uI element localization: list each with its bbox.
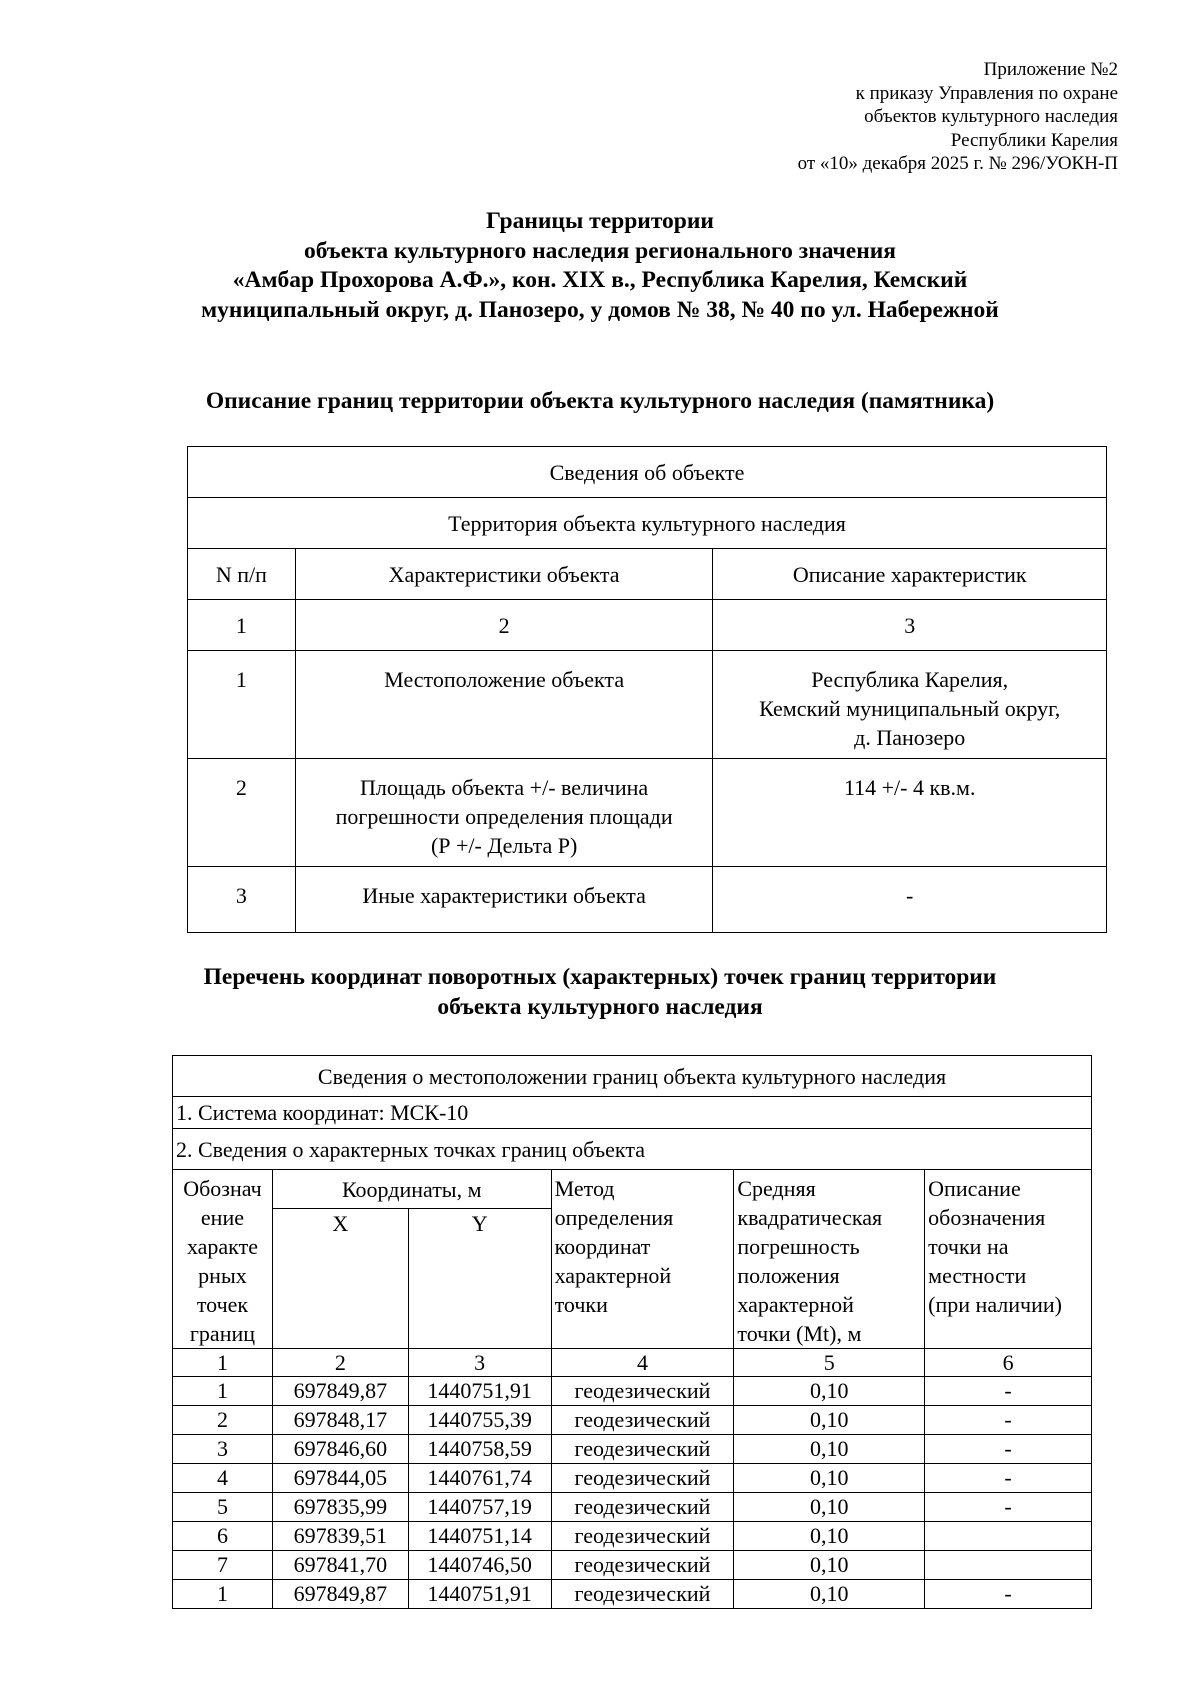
table-row <box>188 651 1107 759</box>
point-method: геодезический <box>551 1377 734 1406</box>
point-x: 697835,99 <box>272 1493 408 1522</box>
text-line: координат <box>554 1234 651 1259</box>
point-mt: 0,10 <box>734 1580 925 1609</box>
point-x: 697841,70 <box>272 1551 408 1580</box>
text-line: погрешность <box>737 1234 860 1259</box>
section1-heading: Описание границ территории объекта культурного наследия (памятника) <box>205 388 995 414</box>
point-method: геодезический <box>551 1435 734 1464</box>
text-line: точки <box>554 1292 608 1317</box>
point-method: геодезический <box>551 1580 734 1609</box>
text-line: д. Панозеро <box>854 725 966 750</box>
coord-system: 1. Система координат: МСК-10 <box>173 1097 1092 1129</box>
text-line: обозначения <box>928 1205 1046 1230</box>
table1-col-number: 1 <box>188 600 296 651</box>
text-line: погрешности определения площади <box>335 804 673 829</box>
text-line: Метод <box>554 1176 615 1201</box>
text-line: Местоположение объекта <box>384 667 625 692</box>
title-line: объекта культурного наследия регионального значения <box>303 237 897 264</box>
row-description <box>713 759 1107 867</box>
point-desc: - <box>925 1464 1092 1493</box>
text-line: - <box>906 883 914 908</box>
point-y: 1440746,50 <box>408 1551 551 1580</box>
text-line: положения <box>737 1263 840 1288</box>
row-number: 2 <box>188 759 296 867</box>
point-mt: 0,10 <box>734 1522 925 1551</box>
row-number: 1 <box>188 651 296 759</box>
point-method: геодезический <box>551 1406 734 1435</box>
point-x: 697839,51 <box>272 1522 408 1551</box>
point-method: геодезический <box>551 1464 734 1493</box>
point-mt: 0,10 <box>734 1551 925 1580</box>
row-description <box>713 651 1107 759</box>
point-id: 5 <box>173 1493 273 1522</box>
document-title <box>0 207 1200 325</box>
row-number: 3 <box>188 867 296 933</box>
header-x: X <box>272 1209 408 1349</box>
table-row <box>188 867 1107 933</box>
text-line: рных <box>198 1263 247 1288</box>
text-line: характе <box>186 1234 258 1259</box>
row-characteristic <box>295 759 713 867</box>
row-characteristic <box>295 651 713 759</box>
appendix-line: к приказу Управления по охране <box>855 82 1118 104</box>
table-row <box>173 1406 1092 1435</box>
point-x: 697846,60 <box>272 1435 408 1464</box>
title-line: Границы территории <box>486 208 714 234</box>
point-y: 1440757,19 <box>408 1493 551 1522</box>
text-line: Описание <box>928 1176 1021 1201</box>
appendix-block <box>798 58 1118 176</box>
point-mt: 0,10 <box>734 1377 925 1406</box>
text-line: точки (Mt), м <box>737 1321 862 1346</box>
text-line: квадратическая <box>737 1205 883 1230</box>
table-row <box>173 1580 1092 1609</box>
point-y: 1440751,91 <box>408 1580 551 1609</box>
point-id: 2 <box>173 1406 273 1435</box>
point-x: 697848,17 <box>272 1406 408 1435</box>
table1-col-number: 2 <box>295 600 713 651</box>
point-desc: - <box>925 1493 1092 1522</box>
title-line: «Амбар Прохорова А.Ф.», кон. XIX в., Республика Карелия, Кемский <box>232 267 968 293</box>
text-line: точки на <box>928 1234 1009 1259</box>
point-x: 697844,05 <box>272 1464 408 1493</box>
point-method: геодезический <box>551 1551 734 1580</box>
point-id: 6 <box>173 1522 273 1551</box>
point-mt: 0,10 <box>734 1406 925 1435</box>
table2-col-number: 5 <box>734 1349 925 1377</box>
point-mt: 0,10 <box>734 1435 925 1464</box>
table1-header-number: N п/п <box>188 549 296 600</box>
table-row <box>188 759 1107 867</box>
text-line: характерной <box>554 1263 672 1288</box>
table1-header-description: Описание характеристик <box>713 549 1107 600</box>
table2-col-number: 3 <box>408 1349 551 1377</box>
appendix-line: от «10» декабря 2025 г. № 296/УОКН-П <box>797 153 1118 174</box>
header-point-description <box>925 1170 1092 1349</box>
table-row <box>173 1551 1092 1580</box>
table2-caption: Сведения о местоположении границ объекта культурного наследия <box>173 1056 1092 1097</box>
header-coordinates: Координаты, м <box>272 1170 551 1209</box>
point-x: 697849,87 <box>272 1580 408 1609</box>
heading-line: Перечень координат поворотных (характерных) точек границ территории <box>203 964 997 990</box>
text-line: Площадь объекта +/- величина <box>360 775 649 800</box>
point-id: 7 <box>173 1551 273 1580</box>
table1-col-number: 3 <box>713 600 1107 651</box>
points-caption: 2. Сведения о характерных точках границ объекта <box>173 1129 1092 1170</box>
point-id: 1 <box>173 1580 273 1609</box>
point-id: 3 <box>173 1435 273 1464</box>
table-row <box>173 1435 1092 1464</box>
table2-col-number: 6 <box>925 1349 1092 1377</box>
point-y: 1440761,74 <box>408 1464 551 1493</box>
table-row <box>173 1522 1092 1551</box>
text-line: Иные характеристики объекта <box>362 883 646 908</box>
point-mt: 0,10 <box>734 1464 925 1493</box>
text-line: Республика Карелия, <box>811 667 1009 692</box>
point-desc: - <box>925 1377 1092 1406</box>
text-line: ение <box>200 1205 244 1230</box>
table-row <box>173 1464 1092 1493</box>
point-method: геодезический <box>551 1522 734 1551</box>
point-method: геодезический <box>551 1493 734 1522</box>
header-method <box>551 1170 734 1349</box>
table2-col-number: 4 <box>551 1349 734 1377</box>
text-line: Обознач <box>183 1176 262 1201</box>
object-description-table <box>187 446 1107 933</box>
table1-header-characteristics: Характеристики объекта <box>295 549 713 600</box>
header-designation <box>173 1170 273 1349</box>
point-desc <box>925 1551 1092 1580</box>
text-line: местности <box>928 1263 1027 1288</box>
point-y: 1440751,91 <box>408 1377 551 1406</box>
point-y: 1440751,14 <box>408 1522 551 1551</box>
table-row <box>173 1377 1092 1406</box>
appendix-line: объектов культурного наследия <box>864 106 1118 127</box>
point-x: 697849,87 <box>272 1377 408 1406</box>
text-line: характерной <box>737 1292 854 1317</box>
header-y: Y <box>408 1209 551 1349</box>
text-line: границ <box>189 1321 256 1346</box>
heading-line: объекта культурного наследия <box>437 993 763 1020</box>
point-desc: - <box>925 1406 1092 1435</box>
text-line: определения <box>554 1205 674 1230</box>
text-line: (при наличии) <box>928 1292 1062 1317</box>
point-desc: - <box>925 1580 1092 1609</box>
row-description <box>713 867 1107 933</box>
point-mt: 0,10 <box>734 1493 925 1522</box>
table2-col-number: 1 <box>173 1349 273 1377</box>
table2-col-number: 2 <box>272 1349 408 1377</box>
coordinates-table <box>172 1055 1092 1609</box>
point-desc: - <box>925 1435 1092 1464</box>
table1-caption-territory: Территория объекта культурного наследия <box>188 498 1107 549</box>
text-line: Кемский муниципальный округ, <box>759 696 1061 721</box>
section2-heading <box>0 963 1200 1022</box>
appendix-line: Республики Карелия <box>950 129 1118 151</box>
point-y: 1440758,59 <box>408 1435 551 1464</box>
text-line: Средняя <box>737 1176 816 1201</box>
table-row <box>173 1493 1092 1522</box>
text-line: (Р +/- Дельта Р) <box>430 833 578 858</box>
appendix-line: Приложение №2 <box>983 59 1118 80</box>
point-id: 4 <box>173 1464 273 1493</box>
row-characteristic <box>295 867 713 933</box>
text-line: точек <box>196 1292 249 1317</box>
point-id: 1 <box>173 1377 273 1406</box>
table1-caption-object-info: Сведения об объекте <box>188 447 1107 498</box>
point-desc <box>925 1522 1092 1551</box>
text-line: 114 +/- 4 кв.м. <box>843 775 976 800</box>
title-line: муниципальный округ, д. Панозеро, у домов № 38, № 40 по ул. Набережной <box>201 296 999 323</box>
point-y: 1440755,39 <box>408 1406 551 1435</box>
header-mean-error <box>734 1170 925 1349</box>
